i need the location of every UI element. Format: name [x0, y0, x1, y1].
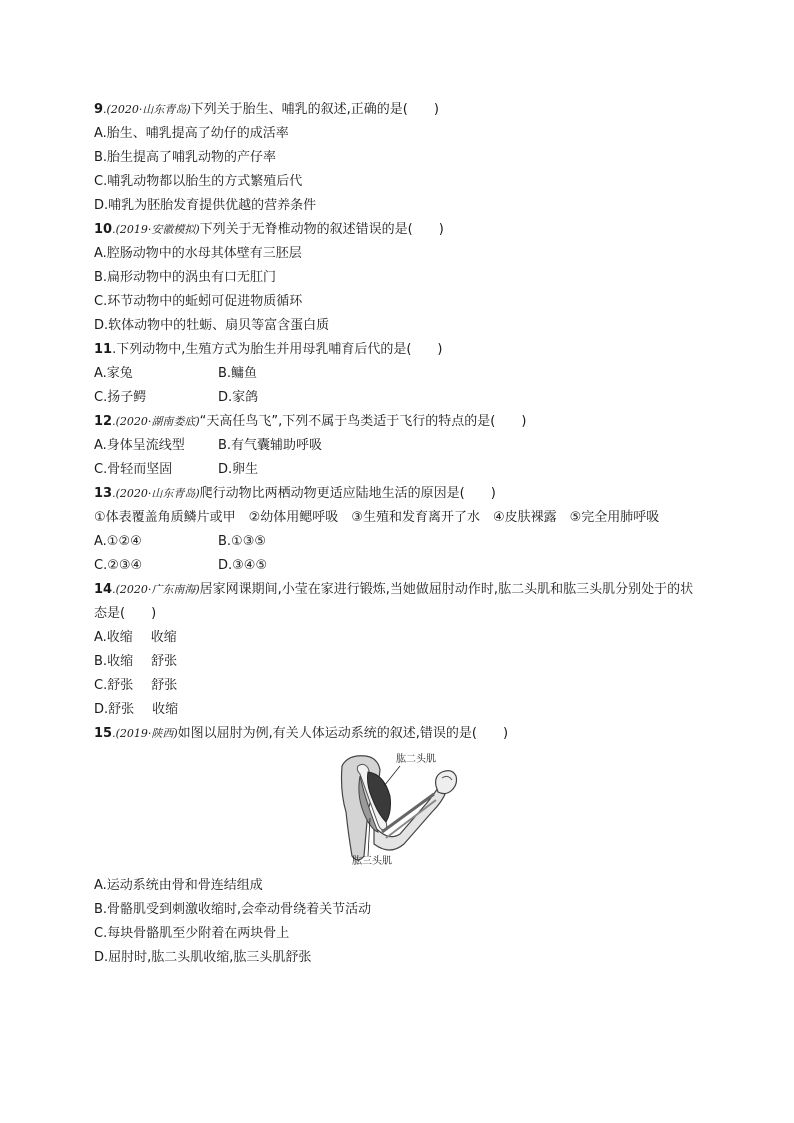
- q10-option-b: B.扁形动物中的涡虫有口无肛门: [94, 270, 277, 285]
- question-text: 下列关于胎生、哺乳的叙述,正确的是( ): [190, 102, 439, 117]
- triceps-state: 收缩: [152, 702, 179, 717]
- q14-option-c: [94, 674, 704, 698]
- q15-option-d: D.屈肘时,肱二头肌收缩,肱三头肌舒张: [94, 950, 312, 965]
- q9-option-a: A.胎生、哺乳提高了幼仔的成活率: [94, 126, 289, 141]
- q13-option-a: A.①②④: [94, 534, 142, 549]
- q13-option-d: D.③④⑤: [218, 558, 268, 573]
- q13-options-row-1: [94, 530, 704, 554]
- question-text: .下列动物中,生殖方式为胎生并用母乳哺育后代的是( ): [112, 342, 443, 357]
- q15-stem: [94, 722, 704, 746]
- q11-options-row-1: [94, 362, 704, 386]
- q13-option-b: B.①③⑤: [218, 534, 267, 549]
- question-source: .(2020·山东青岛): [103, 103, 191, 116]
- biceps-state: 收缩: [107, 654, 134, 669]
- q12-option-b: B.有气囊辅助呼吸: [218, 438, 323, 453]
- q12-option-d: D.卵生: [218, 462, 259, 477]
- hand-shape: [436, 771, 457, 794]
- q13-stem: [94, 482, 704, 506]
- question-text: 如图以屈肘为例,有关人体运动系统的叙述,错误的是( ): [177, 726, 509, 741]
- biceps-state: 收缩: [106, 630, 133, 645]
- q10-option-d: D.软体动物中的牡蛎、扇贝等富含蛋白质: [94, 318, 330, 333]
- question-number: 13: [94, 486, 113, 501]
- q14-option-b: [94, 650, 704, 674]
- question-number: 9: [94, 102, 104, 117]
- question-text: 爬行动物比两栖动物更适应陆地生活的原因是( ): [199, 486, 496, 501]
- question-page: [94, 98, 704, 970]
- q12-stem: [94, 410, 704, 434]
- biceps-state: 舒张: [107, 678, 134, 693]
- q10-stem: [94, 218, 704, 242]
- option-letter: A.: [94, 630, 107, 645]
- q15-option-a: A.运动系统由骨和骨连结组成: [94, 878, 263, 893]
- question-text: 下列关于无脊椎动物的叙述错误的是( ): [199, 222, 444, 237]
- q11-option-a: A.家兔: [94, 366, 133, 381]
- q13-items: ①体表覆盖角质鳞片或甲 ②幼体用鳃呼吸 ③生殖和发育离开了水 ④皮肤裸露 ⑤完全用肺呼吸: [94, 510, 660, 525]
- q11-option-d: D.家鸽: [218, 390, 259, 405]
- question-source: .(2020·广东南海): [112, 583, 200, 596]
- q9-stem: [94, 98, 704, 122]
- elbow-flexion-figure: [338, 752, 462, 870]
- q14-option-a: [94, 626, 704, 650]
- q12-option-c: C.骨轻而坚固: [94, 462, 173, 477]
- q9-option-d: D.哺乳为胚胎发育提供优越的营养条件: [94, 198, 317, 213]
- question-number: 14: [94, 582, 113, 597]
- q14-option-d: [94, 698, 704, 722]
- triceps-label: 肱三头肌: [352, 856, 392, 867]
- q11-option-b: B.鳙鱼: [218, 366, 258, 381]
- biceps-state: 舒张: [108, 702, 135, 717]
- question-number: 11: [94, 342, 113, 357]
- question-source: .(2020·山东青岛): [112, 487, 200, 500]
- question-text: “天高任鸟飞”,下列不属于鸟类适于飞行的特点的是( ): [199, 414, 527, 429]
- question-source: .(2020·湖南娄底): [112, 415, 200, 428]
- triceps-state: 舒张: [151, 678, 178, 693]
- q15-option-c: C.每块骨骼肌至少附着在两块骨上: [94, 926, 290, 941]
- q12-options-row-2: [94, 458, 704, 482]
- question-number: 12: [94, 414, 113, 429]
- question-number: 15: [94, 726, 113, 741]
- q10-option-a: A.腔肠动物中的水母其体壁有三胚层: [94, 246, 302, 261]
- q11-stem: [94, 338, 704, 362]
- question-source: .(2019·安徽模拟): [112, 223, 200, 236]
- question-text: 居家网课期间,小莹在家进行锻炼,当她做屈肘动作时,肱二头肌和肱三头肌分别处于的状态是( ): [94, 582, 694, 621]
- biceps-pointer: [384, 766, 400, 786]
- arm-muscle-illustration: [338, 752, 462, 870]
- triceps-state: 收缩: [150, 630, 177, 645]
- triceps-state: 舒张: [151, 654, 178, 669]
- option-letter: B.: [94, 654, 108, 669]
- q11-options-row-2: [94, 386, 704, 410]
- q15-option-b: B.骨骼肌受到刺激收缩时,会牵动骨绕着关节活动: [94, 902, 372, 917]
- q11-option-c: C.扬子鳄: [94, 390, 147, 405]
- q13-option-c: C.②③④: [94, 558, 143, 573]
- q10-option-c: C.环节动物中的蚯蚓可促进物质循环: [94, 294, 303, 309]
- q9-option-b: B.胎生提高了哺乳动物的产仔率: [94, 150, 277, 165]
- q9-option-c: C.哺乳动物都以胎生的方式繁殖后代: [94, 174, 303, 189]
- q13-options-row-2: [94, 554, 704, 578]
- q12-option-a: A.身体呈流线型: [94, 438, 185, 453]
- option-letter: C.: [94, 678, 108, 693]
- question-number: 10: [94, 222, 113, 237]
- option-letter: D.: [94, 702, 109, 717]
- q12-options-row-1: [94, 434, 704, 458]
- biceps-label: 肱二头肌: [396, 754, 436, 765]
- q14-stem: [94, 578, 704, 626]
- question-source: .(2019·陕西): [112, 727, 178, 740]
